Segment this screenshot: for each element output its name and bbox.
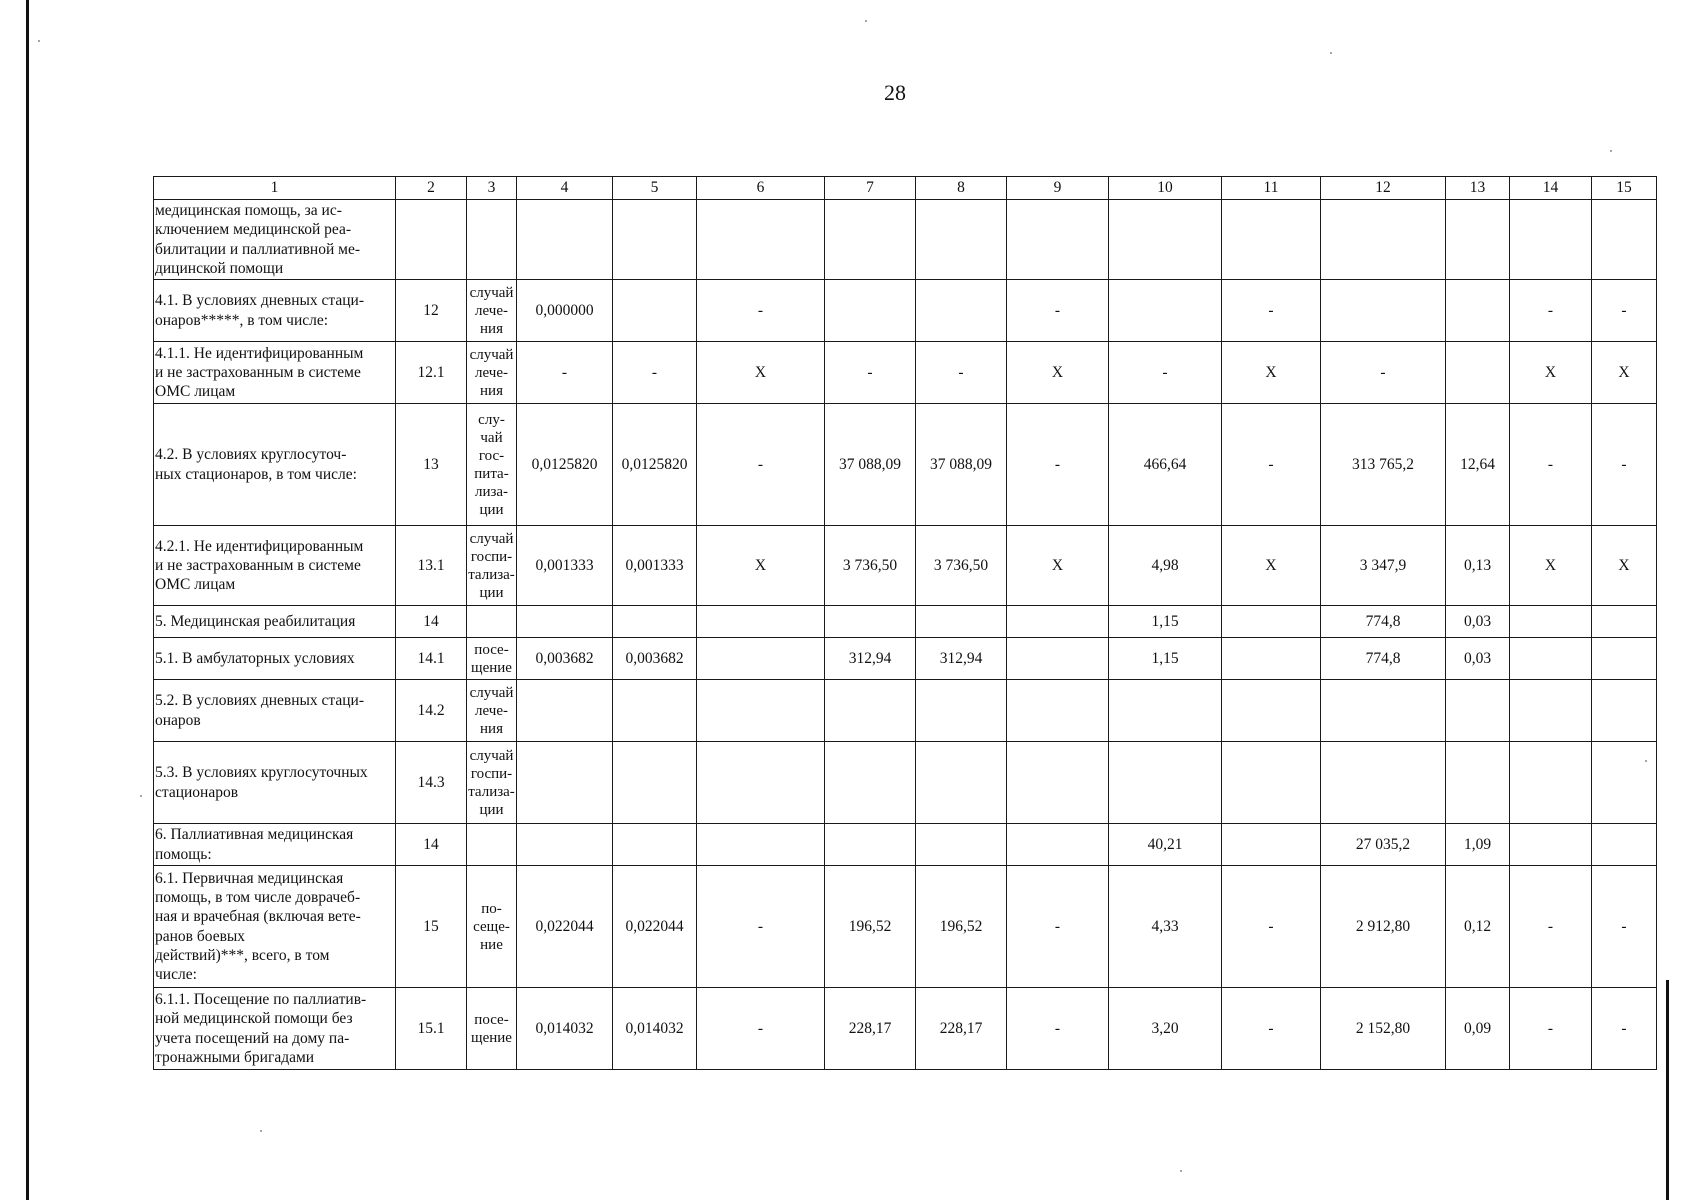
- value-cell-col-15: -: [1592, 404, 1657, 526]
- value-cell-col-4: 0,001333: [517, 526, 613, 606]
- row-name-cell: 6.1. Первичная медицинская помощь, в том числе доврачеб- ная и врачебная (включая вете- ранов боевых действий)***, всего, в том числе:: [154, 866, 396, 988]
- value-cell-col-8: 196,52: [916, 866, 1007, 988]
- value-cell-col-14: -: [1510, 404, 1592, 526]
- value-cell-col-12: [1321, 680, 1446, 742]
- value-cell-col-15: [1592, 680, 1657, 742]
- row-code-cell: 14: [396, 824, 467, 866]
- row-code-cell: [396, 200, 467, 280]
- value-cell-col-9: [1007, 824, 1109, 866]
- value-cell-col-4: [517, 824, 613, 866]
- row-code-cell: 12: [396, 280, 467, 342]
- value-cell-col-11: -: [1222, 404, 1321, 526]
- header-cell: 15: [1592, 177, 1657, 200]
- value-cell-col-6: X: [697, 342, 825, 404]
- value-cell-col-9: [1007, 200, 1109, 280]
- value-cell-col-5: 0,0125820: [613, 404, 697, 526]
- row-unit-cell: посе- щение: [467, 988, 517, 1070]
- value-cell-col-7: [825, 680, 916, 742]
- value-cell-col-13: 0,03: [1446, 606, 1510, 638]
- value-cell-col-8: [916, 606, 1007, 638]
- row-code-cell: 14.2: [396, 680, 467, 742]
- value-cell-col-5: [613, 824, 697, 866]
- value-cell-col-4: 0,0125820: [517, 404, 613, 526]
- value-cell-col-5: -: [613, 342, 697, 404]
- value-cell-col-8: [916, 742, 1007, 824]
- value-cell-col-7: [825, 824, 916, 866]
- row-name-cell: 4.1.1. Не идентифицированным и не застрахованным в системе ОМС лицам: [154, 342, 396, 404]
- value-cell-col-14: [1510, 606, 1592, 638]
- value-cell-col-13: [1446, 342, 1510, 404]
- value-cell-col-12: 27 035,2: [1321, 824, 1446, 866]
- value-cell-col-5: 0,001333: [613, 526, 697, 606]
- value-cell-col-10: 3,20: [1109, 988, 1222, 1070]
- value-cell-col-11: X: [1222, 342, 1321, 404]
- value-cell-col-8: [916, 200, 1007, 280]
- value-cell-col-12: 313 765,2: [1321, 404, 1446, 526]
- header-cell: 13: [1446, 177, 1510, 200]
- row-unit-cell: посе- щение: [467, 638, 517, 680]
- table-row: [154, 638, 1657, 680]
- value-cell-col-12: [1321, 200, 1446, 280]
- value-cell-col-4: 0,022044: [517, 866, 613, 988]
- value-cell-col-12: 2 152,80: [1321, 988, 1446, 1070]
- value-cell-col-5: [613, 742, 697, 824]
- table-row: [154, 988, 1657, 1070]
- value-cell-col-6: [697, 200, 825, 280]
- header-cell: 12: [1321, 177, 1446, 200]
- value-cell-col-13: 0,09: [1446, 988, 1510, 1070]
- value-cell-col-9: [1007, 638, 1109, 680]
- value-cell-col-7: [825, 742, 916, 824]
- value-cell-col-4: -: [517, 342, 613, 404]
- row-name-cell: 5.3. В условиях круглосуточных стационаров: [154, 742, 396, 824]
- value-cell-col-15: [1592, 638, 1657, 680]
- header-cell: 6: [697, 177, 825, 200]
- value-cell-col-14: -: [1510, 280, 1592, 342]
- value-cell-col-13: [1446, 680, 1510, 742]
- value-cell-col-6: -: [697, 988, 825, 1070]
- value-cell-col-5: [613, 680, 697, 742]
- value-cell-col-9: -: [1007, 404, 1109, 526]
- value-cell-col-7: 312,94: [825, 638, 916, 680]
- row-code-cell: 14: [396, 606, 467, 638]
- value-cell-col-4: [517, 742, 613, 824]
- row-name-cell: 5.2. В условиях дневных стаци- онаров: [154, 680, 396, 742]
- header-cell: 10: [1109, 177, 1222, 200]
- value-cell-col-10: [1109, 200, 1222, 280]
- value-cell-col-10: 40,21: [1109, 824, 1222, 866]
- value-cell-col-7: [825, 200, 916, 280]
- value-cell-col-5: [613, 606, 697, 638]
- header-cell: 5: [613, 177, 697, 200]
- value-cell-col-9: [1007, 606, 1109, 638]
- row-name-cell: 5. Медицинская реабилитация: [154, 606, 396, 638]
- value-cell-col-7: 228,17: [825, 988, 916, 1070]
- value-cell-col-11: [1222, 606, 1321, 638]
- value-cell-col-15: [1592, 824, 1657, 866]
- value-cell-col-13: 1,09: [1446, 824, 1510, 866]
- value-cell-col-9: -: [1007, 988, 1109, 1070]
- table-row: [154, 680, 1657, 742]
- row-name-cell: 4.2.1. Не идентифицированным и не застрахованным в системе ОМС лицам: [154, 526, 396, 606]
- value-cell-col-8: 228,17: [916, 988, 1007, 1070]
- value-cell-col-15: [1592, 606, 1657, 638]
- value-cell-col-12: 774,8: [1321, 638, 1446, 680]
- value-cell-col-11: -: [1222, 280, 1321, 342]
- value-cell-col-6: [697, 638, 825, 680]
- value-cell-col-9: [1007, 742, 1109, 824]
- value-cell-col-13: [1446, 280, 1510, 342]
- value-cell-col-11: -: [1222, 866, 1321, 988]
- scan-right-edge: [1666, 980, 1669, 1200]
- row-code-cell: 14.1: [396, 638, 467, 680]
- value-cell-col-4: 0,003682: [517, 638, 613, 680]
- value-cell-col-10: 1,15: [1109, 638, 1222, 680]
- value-cell-col-14: [1510, 200, 1592, 280]
- value-cell-col-6: [697, 606, 825, 638]
- value-cell-col-14: [1510, 824, 1592, 866]
- row-code-cell: 14.3: [396, 742, 467, 824]
- table-row: [154, 404, 1657, 526]
- row-code-cell: 15.1: [396, 988, 467, 1070]
- value-cell-col-14: [1510, 680, 1592, 742]
- value-cell-col-8: 3 736,50: [916, 526, 1007, 606]
- table-row: [154, 742, 1657, 824]
- header-cell: 4: [517, 177, 613, 200]
- value-cell-col-8: 37 088,09: [916, 404, 1007, 526]
- value-cell-col-14: -: [1510, 988, 1592, 1070]
- value-cell-col-9: X: [1007, 342, 1109, 404]
- value-cell-col-15: [1592, 200, 1657, 280]
- value-cell-col-7: 3 736,50: [825, 526, 916, 606]
- value-cell-col-6: [697, 824, 825, 866]
- value-cell-col-6: [697, 742, 825, 824]
- value-cell-col-5: 0,022044: [613, 866, 697, 988]
- value-cell-col-13: [1446, 200, 1510, 280]
- value-cell-col-5: [613, 280, 697, 342]
- value-cell-col-12: 3 347,9: [1321, 526, 1446, 606]
- row-unit-cell: случай госпи- тализа- ции: [467, 742, 517, 824]
- value-cell-col-15: -: [1592, 280, 1657, 342]
- value-cell-col-10: 1,15: [1109, 606, 1222, 638]
- scan-left-edge: [26, 0, 29, 1200]
- value-cell-col-15: -: [1592, 866, 1657, 988]
- value-cell-col-12: 774,8: [1321, 606, 1446, 638]
- value-cell-col-11: [1222, 200, 1321, 280]
- row-code-cell: 15: [396, 866, 467, 988]
- value-cell-col-10: [1109, 280, 1222, 342]
- value-cell-col-11: -: [1222, 988, 1321, 1070]
- header-cell: 11: [1222, 177, 1321, 200]
- row-code-cell: 13.1: [396, 526, 467, 606]
- table-row: [154, 200, 1657, 280]
- table-row: [154, 526, 1657, 606]
- value-cell-col-10: [1109, 680, 1222, 742]
- value-cell-col-6: -: [697, 866, 825, 988]
- value-cell-col-12: -: [1321, 342, 1446, 404]
- row-unit-cell: [467, 200, 517, 280]
- value-cell-col-5: 0,014032: [613, 988, 697, 1070]
- value-cell-col-10: 466,64: [1109, 404, 1222, 526]
- table-row: [154, 342, 1657, 404]
- table-row: [154, 866, 1657, 988]
- value-cell-col-7: [825, 606, 916, 638]
- value-cell-col-13: [1446, 742, 1510, 824]
- row-name-cell: 4.2. В условиях круглосуточ- ных стационаров, в том числе:: [154, 404, 396, 526]
- value-cell-col-13: 0,03: [1446, 638, 1510, 680]
- value-cell-col-12: [1321, 742, 1446, 824]
- value-cell-col-9: -: [1007, 280, 1109, 342]
- header-cell: 9: [1007, 177, 1109, 200]
- value-cell-col-15: X: [1592, 342, 1657, 404]
- row-unit-cell: случай лече- ния: [467, 280, 517, 342]
- value-cell-col-7: -: [825, 342, 916, 404]
- row-unit-cell: случай лече- ния: [467, 342, 517, 404]
- value-cell-col-13: 0,12: [1446, 866, 1510, 988]
- value-cell-col-7: 37 088,09: [825, 404, 916, 526]
- value-cell-col-4: 0,000000: [517, 280, 613, 342]
- row-unit-cell: [467, 824, 517, 866]
- value-cell-col-10: 4,33: [1109, 866, 1222, 988]
- value-cell-col-11: [1222, 824, 1321, 866]
- value-cell-col-4: [517, 680, 613, 742]
- value-cell-col-10: [1109, 742, 1222, 824]
- table-row: [154, 280, 1657, 342]
- row-code-cell: 12.1: [396, 342, 467, 404]
- value-cell-col-8: [916, 280, 1007, 342]
- header-row: [154, 177, 1657, 200]
- value-cell-col-11: [1222, 742, 1321, 824]
- value-cell-col-11: [1222, 680, 1321, 742]
- value-cell-col-9: X: [1007, 526, 1109, 606]
- header-cell: 2: [396, 177, 467, 200]
- row-unit-cell: [467, 606, 517, 638]
- value-cell-col-7: [825, 280, 916, 342]
- value-cell-col-6: -: [697, 404, 825, 526]
- value-cell-col-8: -: [916, 342, 1007, 404]
- value-cell-col-6: X: [697, 526, 825, 606]
- value-cell-col-4: [517, 200, 613, 280]
- value-cell-col-12: 2 912,80: [1321, 866, 1446, 988]
- value-cell-col-8: 312,94: [916, 638, 1007, 680]
- row-name-cell: 5.1. В амбулаторных условиях: [154, 638, 396, 680]
- value-cell-col-14: X: [1510, 342, 1592, 404]
- value-cell-col-15: -: [1592, 988, 1657, 1070]
- value-cell-col-11: [1222, 638, 1321, 680]
- table-row: [154, 606, 1657, 638]
- value-cell-col-9: [1007, 680, 1109, 742]
- value-cell-col-14: [1510, 742, 1592, 824]
- value-cell-col-10: 4,98: [1109, 526, 1222, 606]
- value-cell-col-11: X: [1222, 526, 1321, 606]
- data-table: [153, 176, 1657, 1070]
- header-cell: 3: [467, 177, 517, 200]
- row-name-cell: 6.1.1. Посещение по паллиатив- ной медицинской помощи без учета посещений на дому па- тронажными бригадами: [154, 988, 396, 1070]
- value-cell-col-10: -: [1109, 342, 1222, 404]
- value-cell-col-5: 0,003682: [613, 638, 697, 680]
- row-name-cell: 4.1. В условиях дневных стаци- онаров*****, в том числе:: [154, 280, 396, 342]
- value-cell-col-6: -: [697, 280, 825, 342]
- row-code-cell: 13: [396, 404, 467, 526]
- value-cell-col-15: X: [1592, 526, 1657, 606]
- value-cell-col-12: [1321, 280, 1446, 342]
- value-cell-col-14: [1510, 638, 1592, 680]
- row-name-cell: медицинская помощь, за ис- ключением медицинской реа- билитации и паллиативной ме- дицинской помощи: [154, 200, 396, 280]
- row-unit-cell: по- сеще- ние: [467, 866, 517, 988]
- header-cell: 1: [154, 177, 396, 200]
- value-cell-col-15: [1592, 742, 1657, 824]
- header-cell: 14: [1510, 177, 1592, 200]
- header-cell: 8: [916, 177, 1007, 200]
- value-cell-col-7: 196,52: [825, 866, 916, 988]
- row-unit-cell: случай лече- ния: [467, 680, 517, 742]
- value-cell-col-8: [916, 680, 1007, 742]
- value-cell-col-14: -: [1510, 866, 1592, 988]
- row-unit-cell: случай госпи- тализа- ции: [467, 526, 517, 606]
- value-cell-col-6: [697, 680, 825, 742]
- value-cell-col-8: [916, 824, 1007, 866]
- value-cell-col-4: 0,014032: [517, 988, 613, 1070]
- value-cell-col-14: X: [1510, 526, 1592, 606]
- value-cell-col-9: -: [1007, 866, 1109, 988]
- value-cell-col-13: 12,64: [1446, 404, 1510, 526]
- page-number: 28: [884, 80, 906, 105]
- row-unit-cell: слу- чай гос- пита- лиза- ции: [467, 404, 517, 526]
- value-cell-col-4: [517, 606, 613, 638]
- value-cell-col-13: 0,13: [1446, 526, 1510, 606]
- value-cell-col-5: [613, 200, 697, 280]
- header-cell: 7: [825, 177, 916, 200]
- row-name-cell: 6. Паллиативная медицинская помощь:: [154, 824, 396, 866]
- table-row: [154, 824, 1657, 866]
